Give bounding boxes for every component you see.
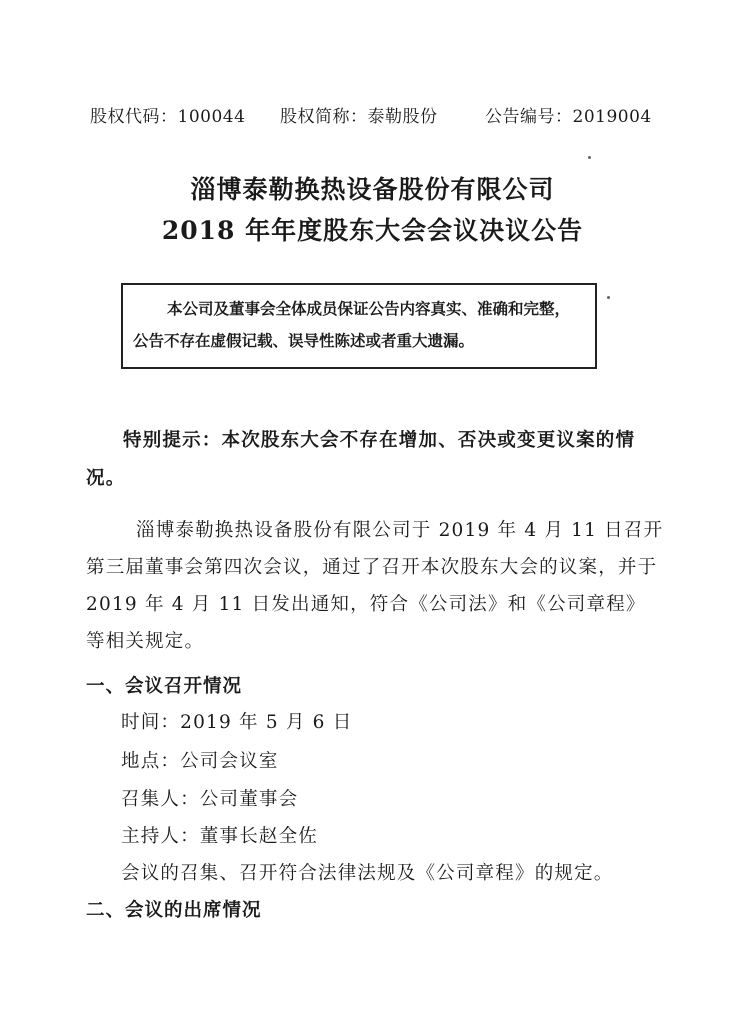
meeting-convener: 召集人：公司董事会 [121, 789, 299, 810]
scan-speck [607, 296, 610, 299]
disclaimer-line-1: 本公司及董事会全体成员保证公告内容真实、准确和完整， [167, 299, 571, 318]
announcement-header [90, 102, 650, 127]
meeting-time: 时间：2019 年 5 月 6 日 [121, 712, 353, 733]
compliance-statement: 会议的召集、召开符合法律法规及《公司章程》的规定。 [121, 863, 614, 884]
scan-speck [588, 156, 591, 159]
stock-code: 股权代码：100044 [90, 107, 246, 127]
announcement-number: 公告编号：2019004 [485, 107, 652, 127]
announcement-title: 2018 年年度股东大会会议决议公告 [161, 216, 584, 245]
section-1-heading: 一、会议召开情况 [86, 676, 243, 697]
disclaimer-box [121, 283, 597, 369]
meeting-host: 主持人：董事长赵全佐 [121, 826, 319, 847]
disclaimer-line-2: 公告不存在虚假记载、误导性陈述或者重大遗漏。 [133, 331, 475, 350]
section-2-heading: 二、会议的出席情况 [86, 900, 262, 921]
special-note: 特别提示：本次股东大会不存在增加、否决或变更议案的情况。 [86, 430, 636, 489]
stock-abbreviation: 股权简称：泰勒股份 [280, 107, 438, 127]
meeting-location: 地点：公司会议室 [121, 751, 279, 772]
intro-paragraph: 淄博泰勒换热设备股份有限公司于 2019 年 4 月 11 日召开第三届董事会第四次会议，通过了召开本次股东大会的议案，并于 2019 年 4 月 11 日发出通知，符合《公司法》和《公司章程》等相关规定。 [86, 520, 664, 652]
company-name-title: 淄博泰勒换热设备股份有限公司 [190, 175, 555, 204]
